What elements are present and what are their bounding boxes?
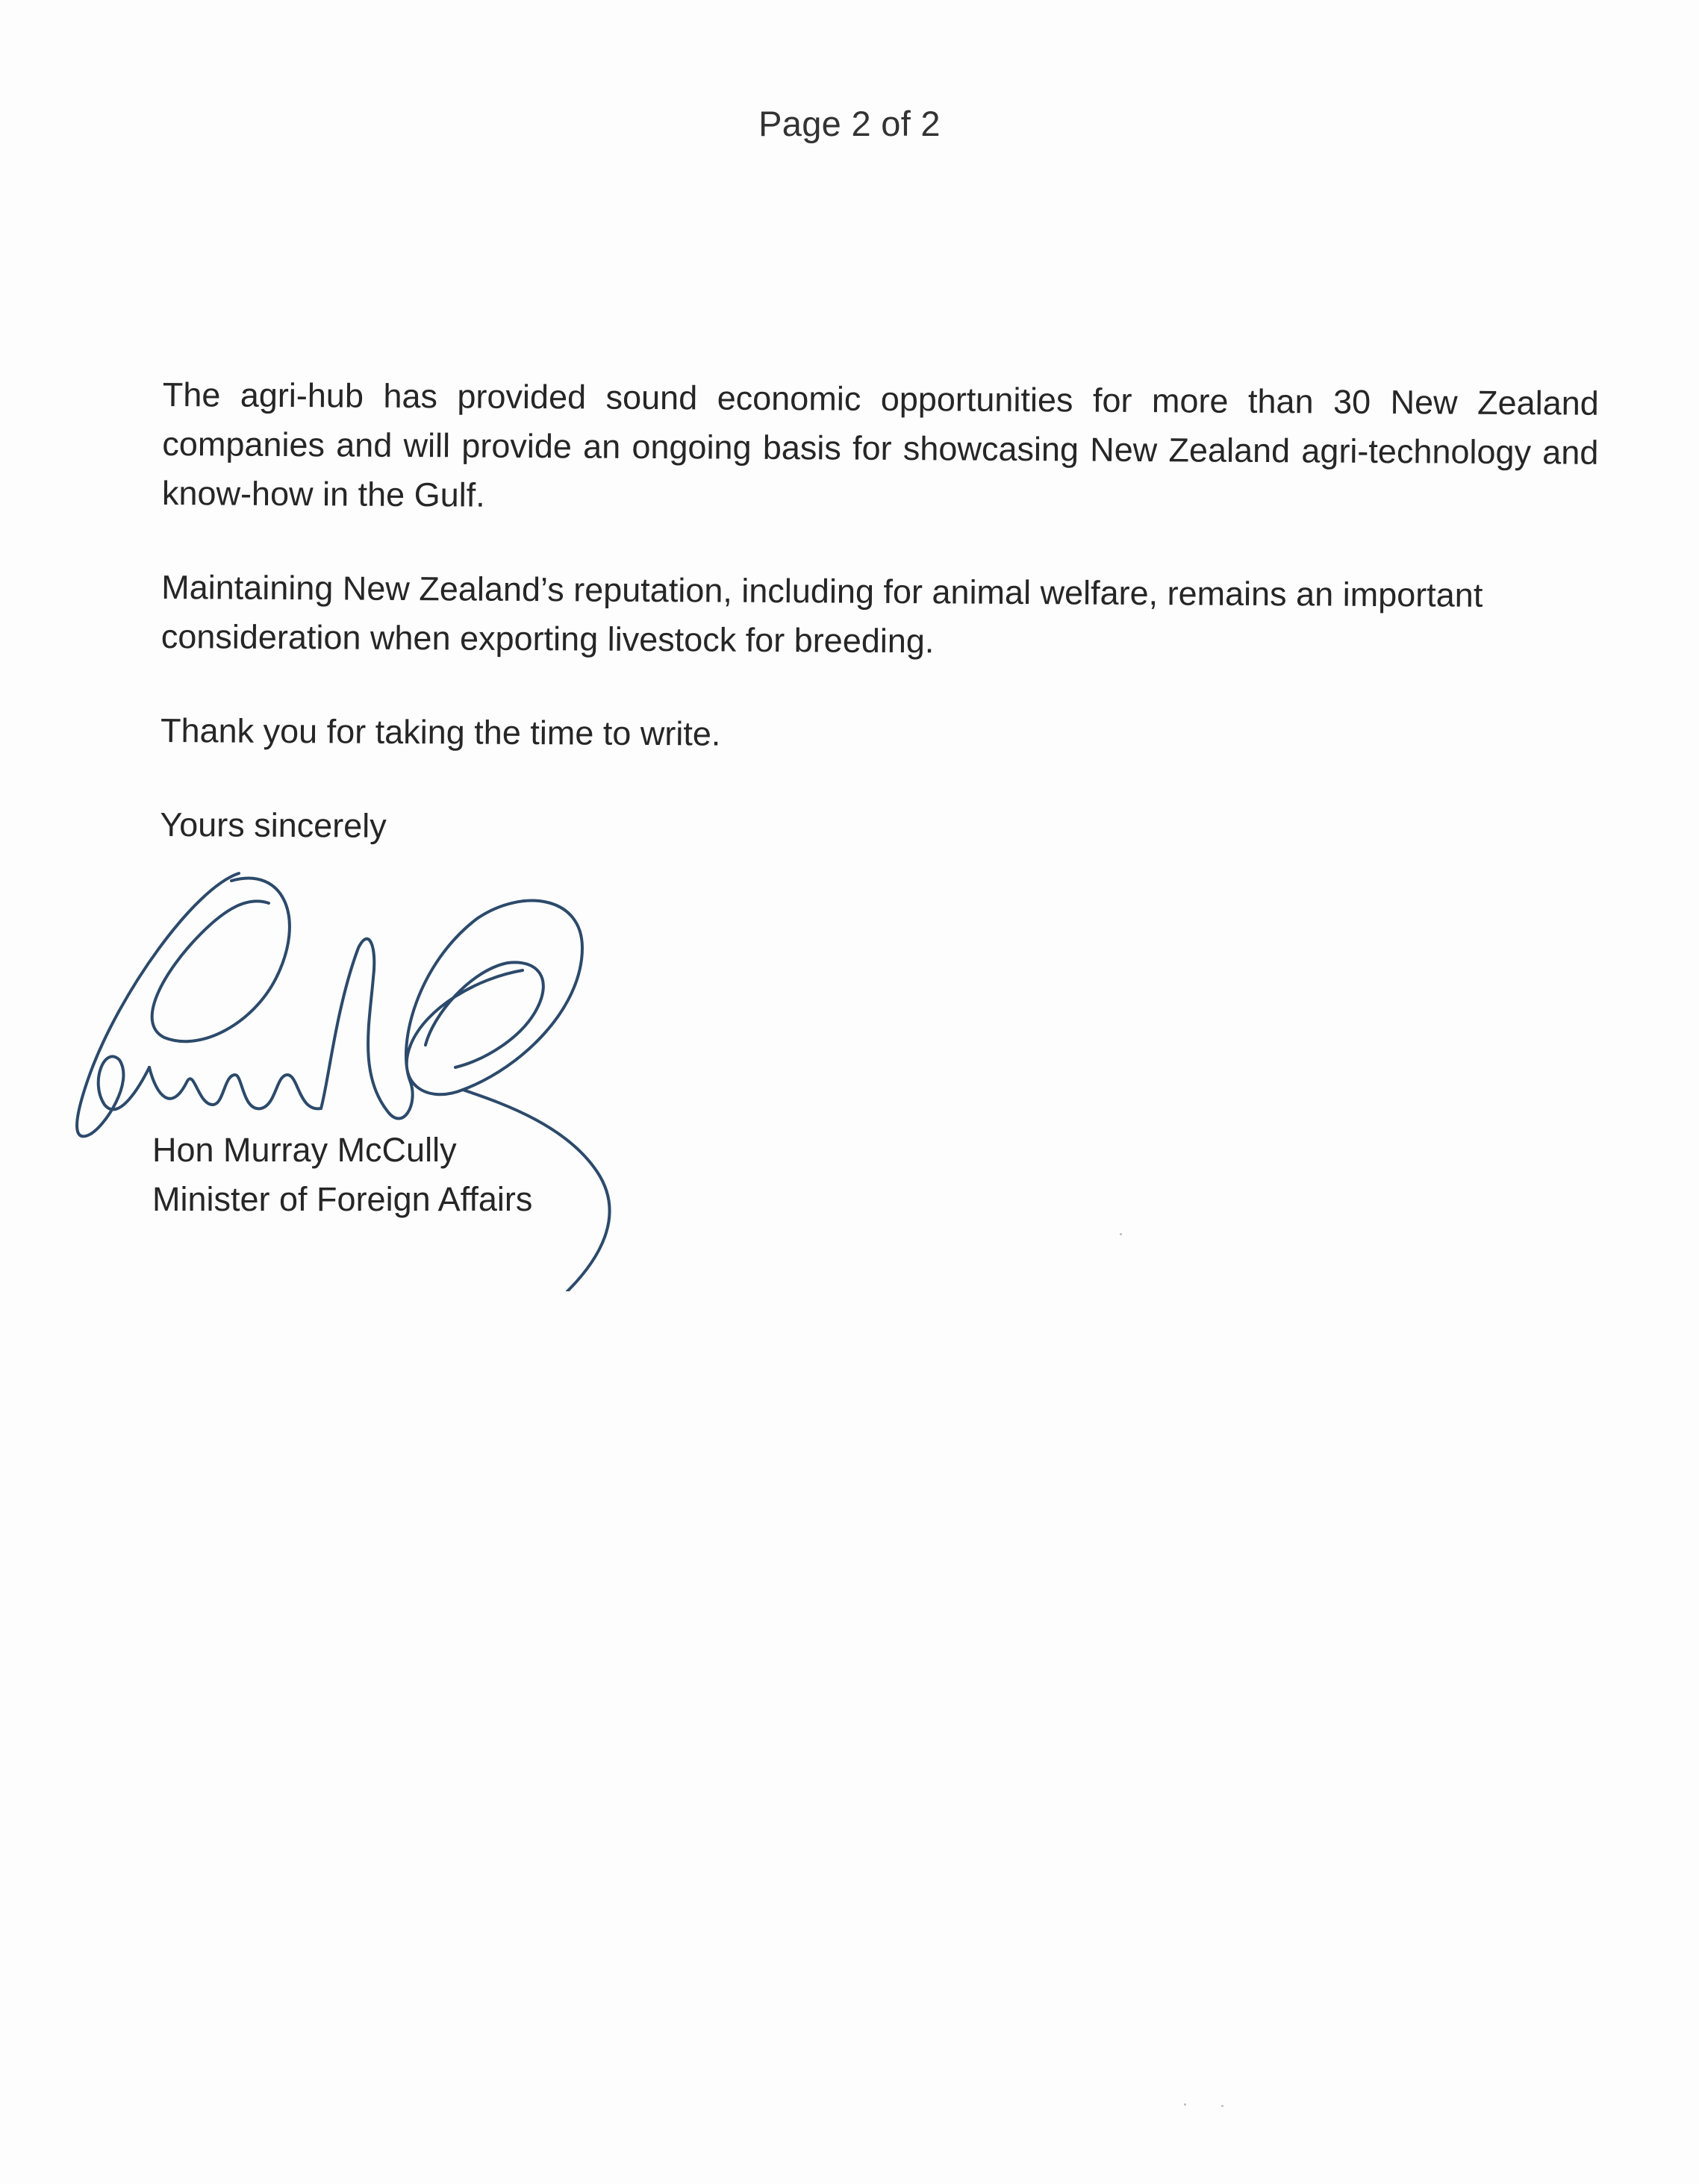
handwritten-signature-icon bbox=[75, 858, 642, 1291]
signatory-name: Hon Murray McCully bbox=[152, 1131, 457, 1169]
scan-speck bbox=[1120, 1233, 1122, 1235]
paragraph-reputation: Maintaining New Zealand’s reputation, including for animal welfare, remains an important consideration when exporting livestock for breeding. bbox=[160, 567, 1483, 661]
paragraph-agri-hub: The agri-hub has provided sound economic opportunities for more than 30 New Zealand companies and will provide an ongoing basis for showcasing New Zealand agri-technology and know-how in the Gulf. bbox=[161, 375, 1599, 514]
signatory-title: Minister of Foreign Affairs bbox=[152, 1180, 533, 1218]
scan-speck bbox=[1184, 2103, 1186, 2106]
signature-stroke-upper-oval bbox=[152, 879, 290, 1042]
page-number: Page 2 of 2 bbox=[758, 104, 941, 143]
scan-speck bbox=[1221, 2105, 1223, 2107]
closing-salutation: Yours sincerely bbox=[160, 805, 387, 845]
letter-body bbox=[160, 370, 1599, 858]
signature-stroke-c-loop bbox=[77, 873, 239, 1136]
signature-stroke-right-oval bbox=[406, 901, 582, 1095]
signature-stroke-m-loop bbox=[321, 939, 413, 1119]
paragraph-thanks: Thank you for taking the time to write. bbox=[160, 711, 721, 753]
signature-stroke-inner-loop bbox=[425, 962, 543, 1067]
signature-stroke-middle bbox=[149, 1067, 321, 1108]
signature-block bbox=[152, 1126, 532, 1224]
